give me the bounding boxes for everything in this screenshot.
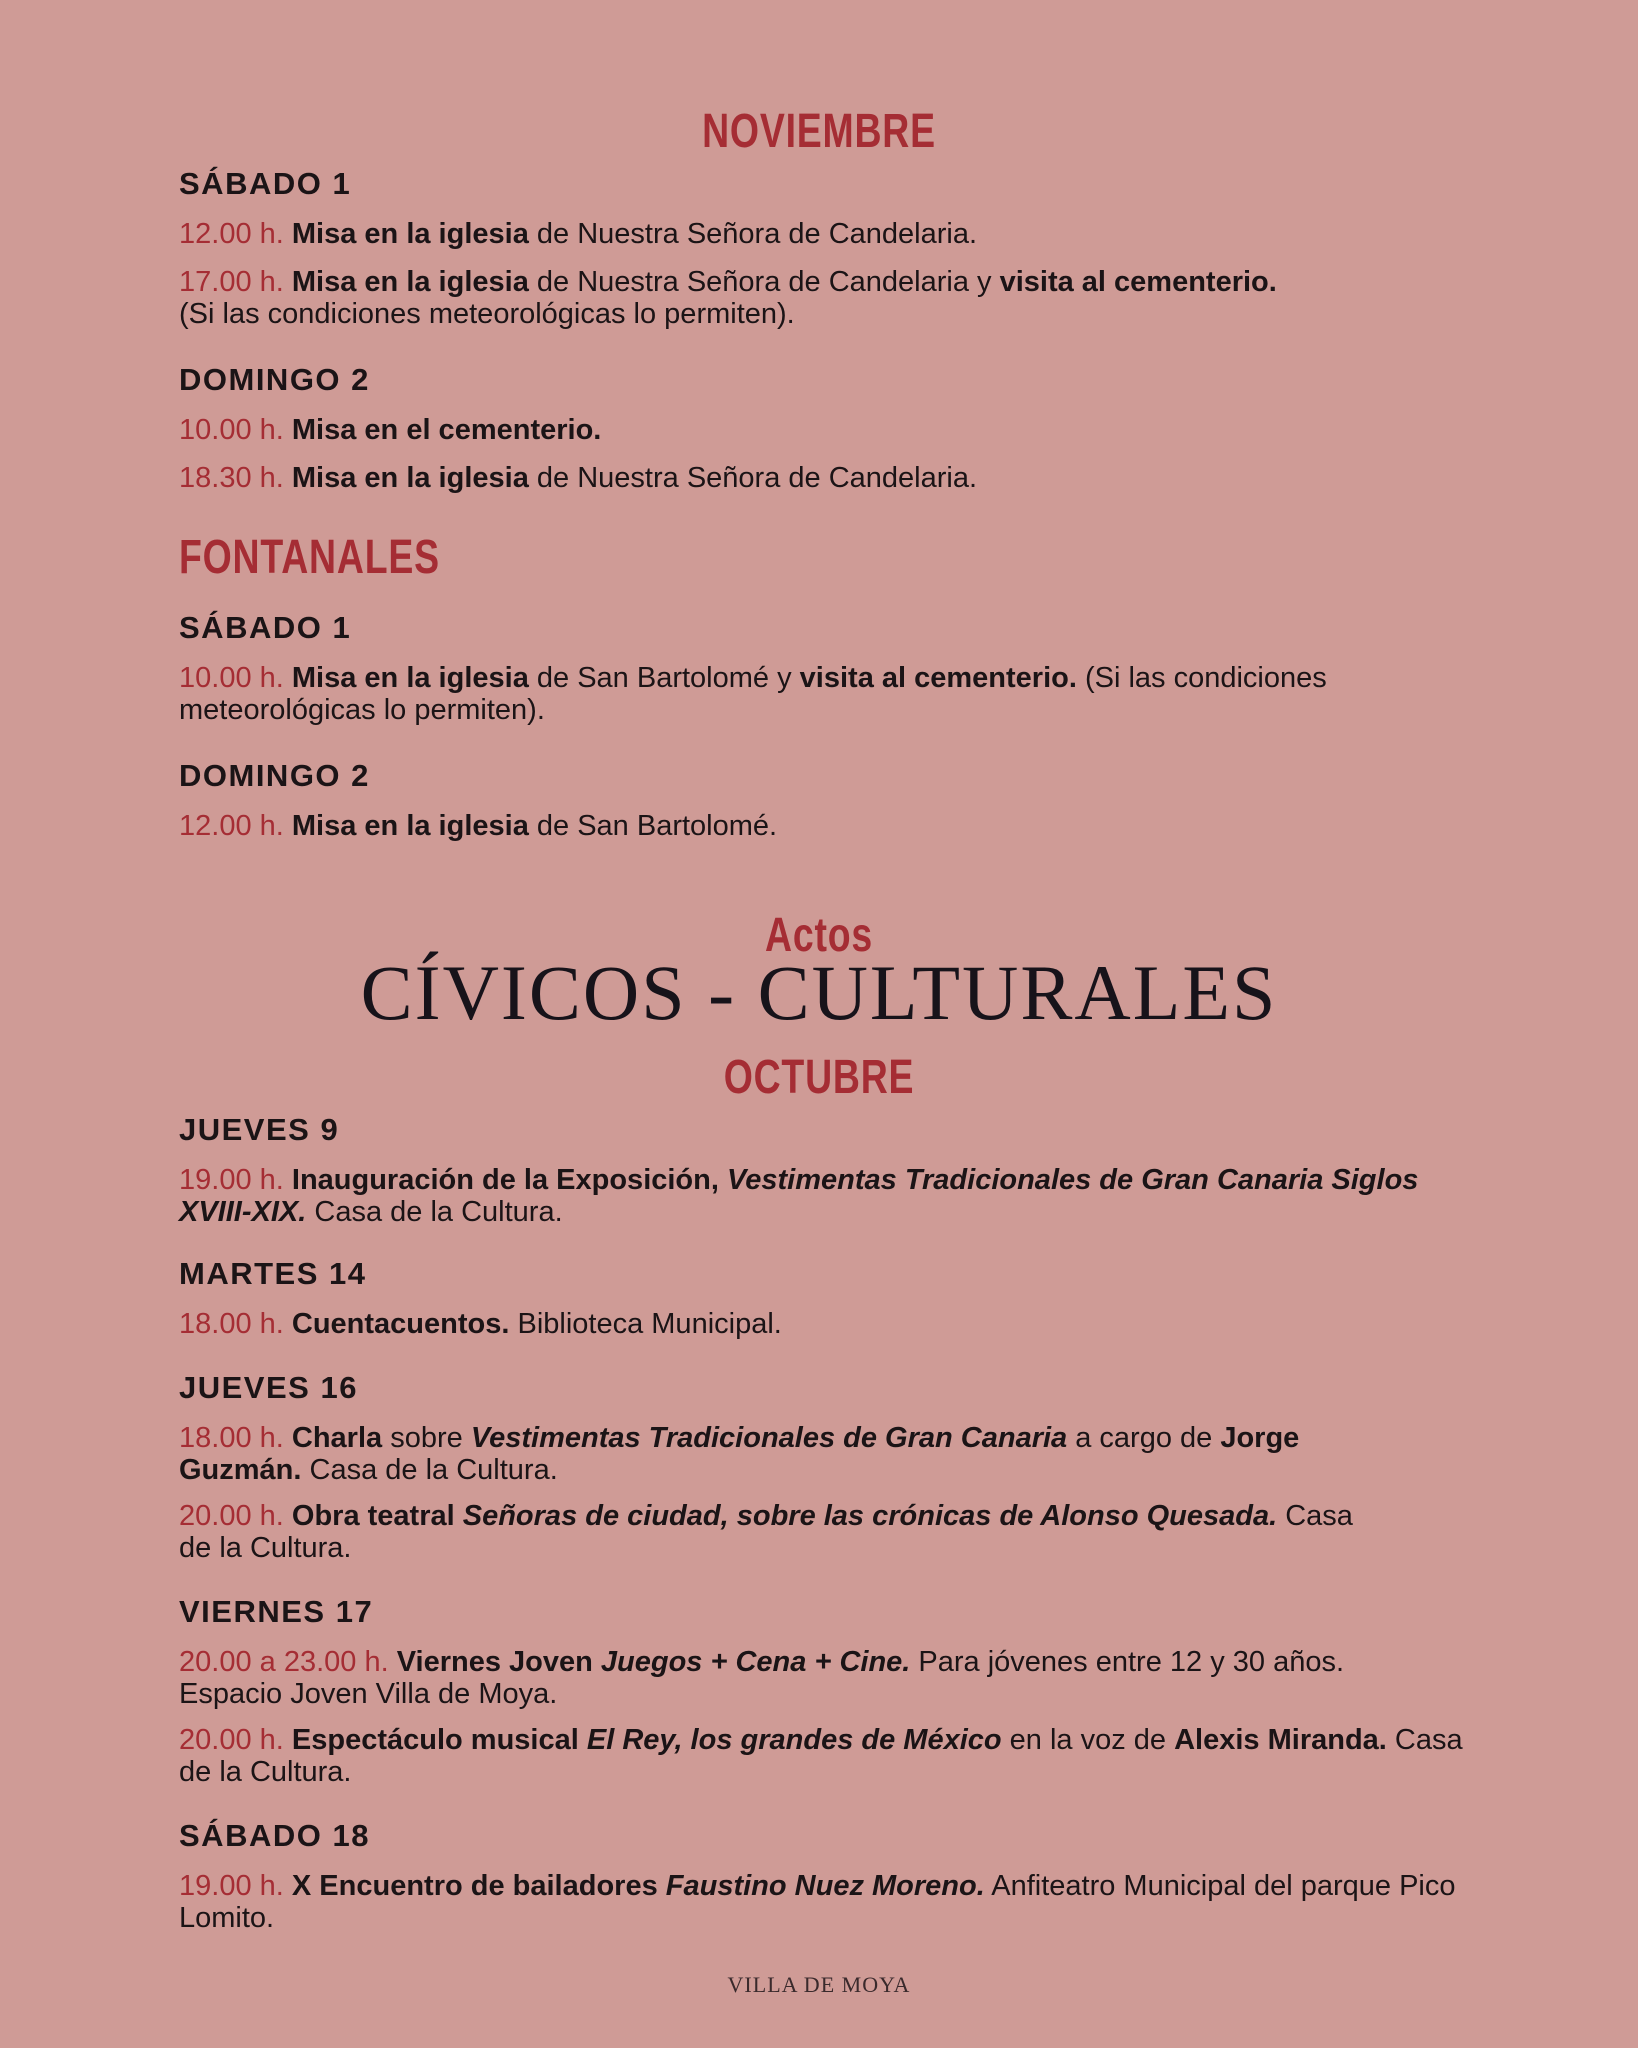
event-title-2: visita al cementerio. bbox=[999, 266, 1277, 298]
event-entry bbox=[179, 1308, 1469, 1340]
month-heading-container bbox=[0, 1050, 1638, 1105]
event-entry bbox=[179, 462, 1469, 494]
event-entry bbox=[179, 1422, 1419, 1486]
event-person: Alexis Miranda. bbox=[1174, 1724, 1387, 1756]
day-heading: SÁBADO 1 bbox=[179, 610, 352, 645]
event-title: Misa en la iglesia bbox=[291, 462, 529, 494]
event-title-2: visita al cementerio. bbox=[799, 662, 1077, 694]
event-text: de Nuestra Señora de Candelaria. bbox=[528, 462, 978, 494]
day-heading: SÁBADO 1 bbox=[179, 166, 352, 201]
event-title: Misa en la iglesia bbox=[291, 218, 529, 250]
event-title: Obra teatral bbox=[291, 1500, 455, 1532]
event-time: 18.00 h. bbox=[179, 1422, 284, 1454]
event-text: a cargo de bbox=[1067, 1422, 1221, 1454]
day-heading: VIERNES 17 bbox=[179, 1594, 374, 1629]
event-entry bbox=[179, 1870, 1469, 1934]
month-heading: NOVIEMBRE bbox=[702, 105, 936, 158]
event-title: Viernes Joven bbox=[396, 1646, 593, 1678]
event-time: 18.30 h. bbox=[179, 462, 284, 494]
month-heading-container bbox=[0, 104, 1638, 159]
event-title: Misa en la iglesia bbox=[291, 810, 529, 842]
event-title: X Encuentro de bailadores bbox=[291, 1870, 658, 1902]
event-entry bbox=[179, 1646, 1419, 1710]
event-time: 20.00 h. bbox=[179, 1500, 284, 1532]
event-italic-title: Juegos + Cena + Cine. bbox=[600, 1646, 911, 1678]
event-time: 12.00 h. bbox=[179, 218, 284, 250]
event-title: Misa en la iglesia bbox=[291, 662, 529, 694]
event-text: Para jóvenes entre 12 y 30 años. Espacio Joven Villa de Moya. bbox=[179, 1646, 1345, 1710]
event-title: Inauguración de la Exposición, bbox=[291, 1164, 719, 1196]
event-time: 12.00 h. bbox=[179, 810, 284, 842]
day-heading: SÁBADO 18 bbox=[179, 1818, 370, 1853]
event-text: sobre bbox=[382, 1422, 471, 1454]
footer-logo-text: VILLA DE MOYA bbox=[727, 1972, 911, 1997]
place-heading: FONTANALES bbox=[179, 531, 440, 584]
event-italic-title: Vestimentas Tradicionales de Gran Canaria Siglos XVIII-XIX. bbox=[179, 1164, 1419, 1228]
day-heading: DOMINGO 2 bbox=[179, 362, 370, 397]
event-time: 20.00 a 23.00 h. bbox=[179, 1646, 389, 1678]
event-italic-title: Faustino Nuez Moreno. bbox=[665, 1870, 985, 1902]
event-entry bbox=[179, 1164, 1439, 1228]
event-title: Misa en la iglesia bbox=[291, 266, 529, 298]
event-note: (Si las condiciones meteorológicas lo permiten). bbox=[179, 298, 795, 330]
day-heading: JUEVES 9 bbox=[179, 1112, 340, 1147]
event-italic-title: Vestimentas Tradicionales de Gran Canaria bbox=[470, 1422, 1068, 1454]
event-person: Jorge Guzmán. bbox=[179, 1422, 1300, 1486]
event-time: 10.00 h. bbox=[179, 414, 284, 446]
event-entry bbox=[179, 218, 1469, 250]
event-text: Casa de la Cultura. bbox=[301, 1454, 558, 1486]
event-entry bbox=[179, 662, 1349, 726]
event-time: 18.00 h. bbox=[179, 1308, 284, 1340]
event-entry bbox=[179, 810, 1469, 842]
event-time: 19.00 h. bbox=[179, 1870, 284, 1902]
event-entry bbox=[179, 266, 1469, 330]
day-heading: JUEVES 16 bbox=[179, 1370, 358, 1405]
event-note: (Si las condiciones meteorológicas lo permiten). bbox=[179, 662, 1327, 726]
event-text: de Nuestra Señora de Candelaria y bbox=[528, 266, 1000, 298]
event-text: Casa de la Cultura. bbox=[179, 1500, 1353, 1564]
event-entry bbox=[179, 1500, 1359, 1564]
event-text: de Nuestra Señora de Candelaria. bbox=[528, 218, 978, 250]
event-italic-title: El Rey, los grandes de México bbox=[586, 1724, 1002, 1756]
day-heading: DOMINGO 2 bbox=[179, 758, 370, 793]
event-entry bbox=[179, 414, 1469, 446]
day-heading: MARTES 14 bbox=[179, 1256, 367, 1291]
event-text: de San Bartolomé y bbox=[528, 662, 800, 694]
event-title: Misa en el cementerio. bbox=[291, 414, 602, 446]
event-time: 19.00 h. bbox=[179, 1164, 284, 1196]
event-entry bbox=[179, 1724, 1469, 1788]
event-text: en la voz de bbox=[1001, 1724, 1175, 1756]
event-text: Biblioteca Municipal. bbox=[509, 1308, 782, 1340]
month-heading: OCTUBRE bbox=[723, 1051, 915, 1104]
event-title: Cuentacuentos. bbox=[291, 1308, 510, 1340]
event-text: Casa de la Cultura. bbox=[306, 1196, 563, 1228]
section-title: CÍVICOS - CULTURALES bbox=[360, 949, 1278, 1036]
event-text: Anfiteatro Municipal del parque Pico Lomito. bbox=[179, 1870, 1456, 1934]
event-italic-title: Señoras de ciudad, sobre las crónicas de Alonso Quesada. bbox=[462, 1500, 1278, 1532]
event-time: 17.00 h. bbox=[179, 266, 284, 298]
event-text: Casa de la Cultura. bbox=[179, 1724, 1463, 1788]
event-title: Espectáculo musical bbox=[291, 1724, 579, 1756]
event-title: Charla bbox=[291, 1422, 383, 1454]
actos-heading: Actos bbox=[765, 909, 873, 962]
event-time: 10.00 h. bbox=[179, 662, 284, 694]
event-time: 20.00 h. bbox=[179, 1724, 284, 1756]
event-text: de San Bartolomé. bbox=[528, 810, 778, 842]
